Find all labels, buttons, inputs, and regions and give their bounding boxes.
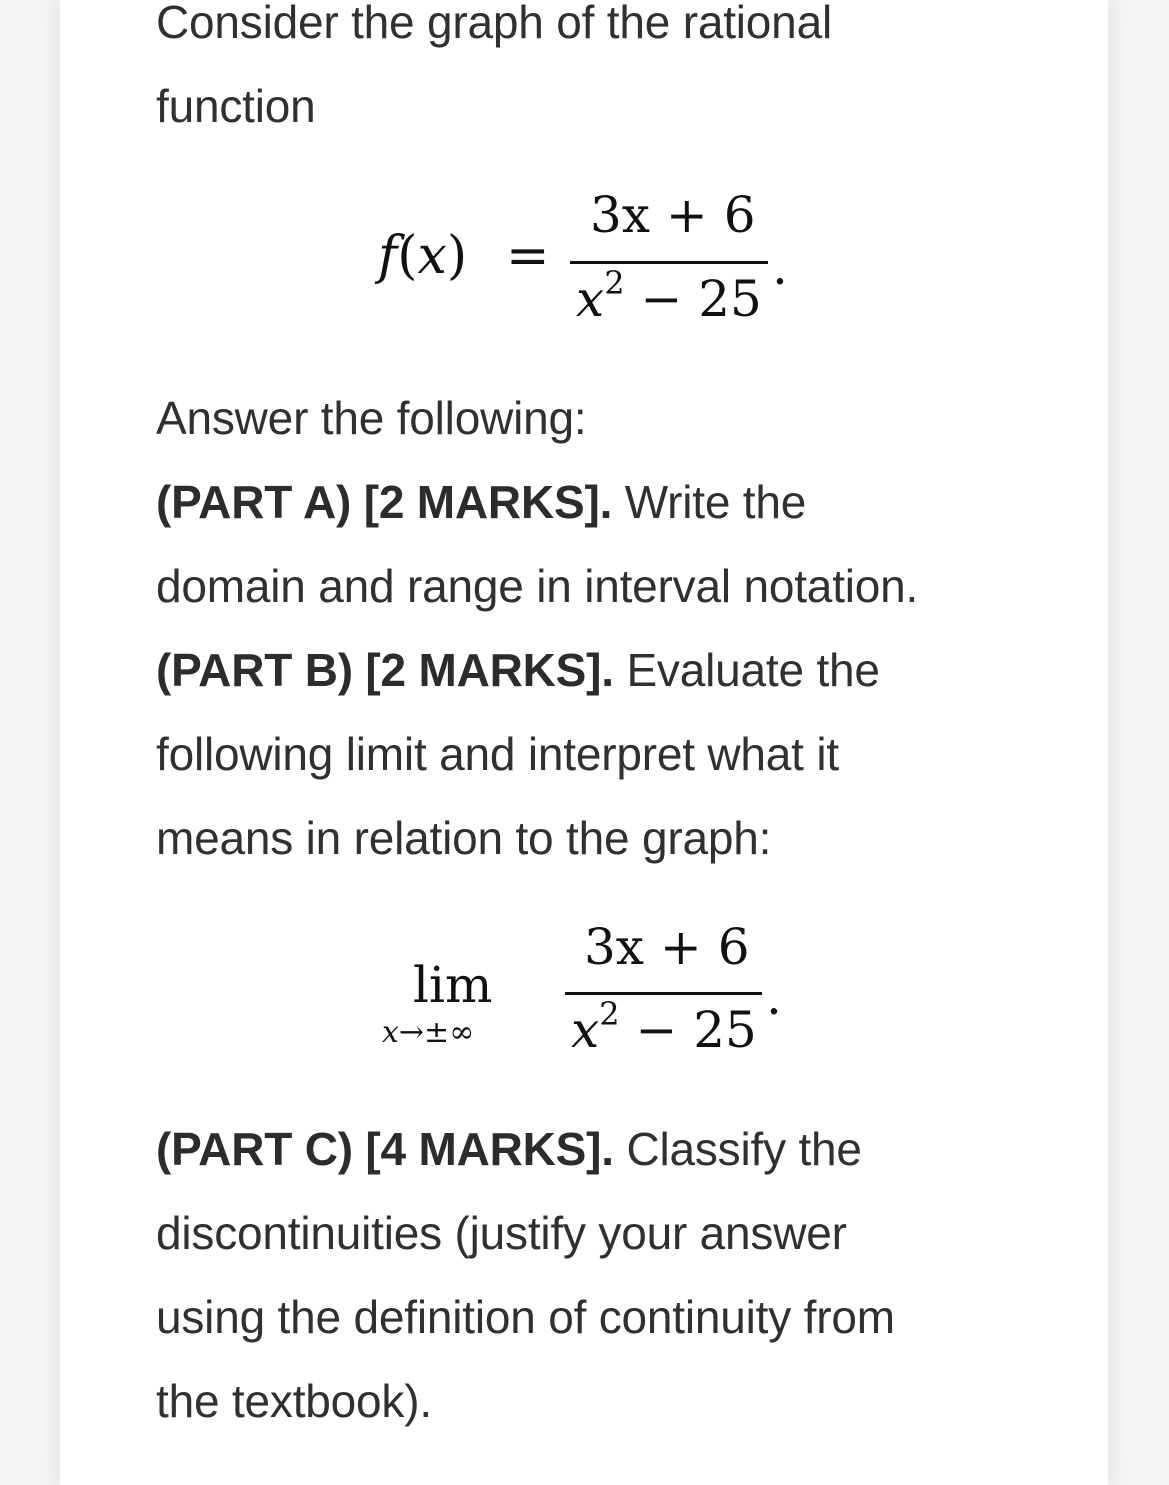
part-a-line-2: domain and range in interval notation. (156, 560, 919, 612)
part-c-line-4: the textbook). (156, 1375, 432, 1427)
part-a-label: (PART A) [2 MARKS]. (156, 476, 613, 528)
limit-fraction-bar (565, 992, 762, 995)
part-c-line-2: discontinuities (justify your answer (156, 1207, 847, 1259)
part-c-line-1: (PART C) [4 MARKS]. Classify the (156, 1123, 862, 1175)
part-c-label: (PART C) [4 MARKS]. (156, 1123, 614, 1175)
fraction-denominator: $x^2 - 25$ (576, 264, 762, 328)
formula-lhs: f(x) (378, 226, 468, 286)
answer-heading: Answer the following: (156, 392, 587, 444)
lim-subscript: x→±∞ (382, 1015, 475, 1050)
fraction-bar (570, 261, 768, 264)
part-a-line-1: (PART A) [2 MARKS]. Write the (156, 476, 807, 528)
limit-fraction-denominator: $x^2 - 25$ (571, 995, 757, 1059)
part-b-line-1: (PART B) [2 MARKS]. Evaluate the (156, 644, 880, 696)
intro-line-2: function (156, 80, 316, 132)
lim-operator: lim (413, 956, 493, 1014)
fraction-numerator: 3x + 6 (590, 186, 756, 244)
formula-period: . (772, 238, 788, 296)
part-b-label: (PART B) [2 MARKS]. (156, 644, 614, 696)
part-b-line-3: means in relation to the graph: (156, 812, 772, 864)
part-b-line-2: following limit and interpret what it (156, 728, 839, 780)
limit-fraction-numerator: 3x + 6 (584, 918, 750, 976)
limit-period: . (766, 968, 782, 1026)
part-c-line-3: using the definition of continuity from (156, 1291, 895, 1343)
equals-sign: = (506, 226, 550, 286)
intro-line-1: Consider the graph of the rational (156, 0, 832, 48)
